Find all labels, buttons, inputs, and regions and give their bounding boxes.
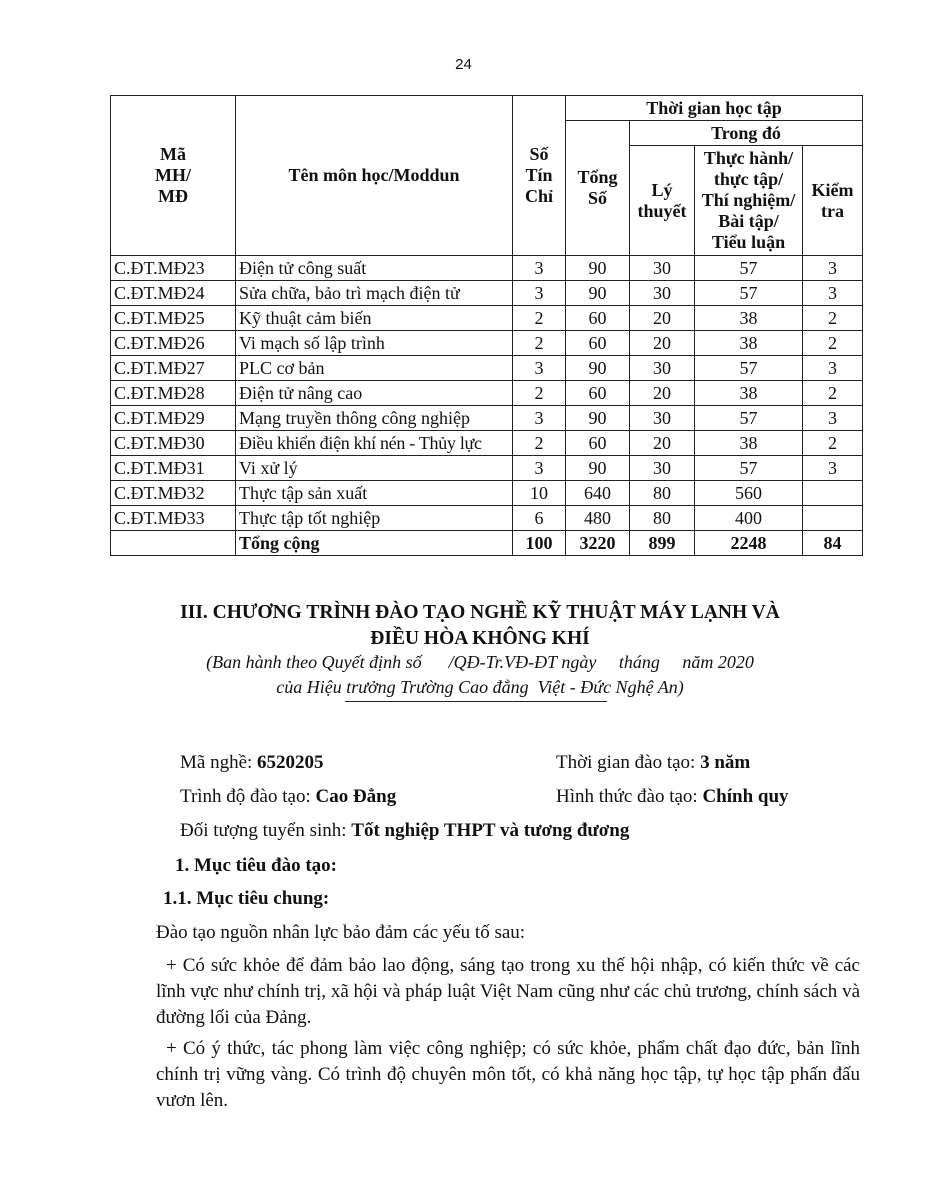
section-title-line2: ĐIỀU HÒA KHÔNG KHÍ	[370, 628, 590, 649]
divider	[345, 701, 607, 702]
table-row	[111, 431, 863, 456]
table-row	[111, 356, 863, 381]
cell-credits: 2	[513, 331, 566, 356]
header-theory: Lý thuyết	[630, 146, 695, 256]
cell-exam	[803, 506, 863, 531]
cell-credits: 3	[513, 281, 566, 306]
cell-credits: 2	[513, 306, 566, 331]
cell-code: C.ĐT.MĐ32	[111, 481, 236, 506]
cell-name: Điều khiển điện khí nén - Thủy lực	[236, 431, 513, 456]
enrollment-target-label: Đối tượng tuyển sinh:	[180, 820, 352, 841]
header-study-time: Thời gian học tập	[566, 96, 863, 121]
cell-total: 480	[566, 506, 630, 531]
cell-name: Điện tử công suất	[236, 256, 513, 281]
occupation-code-label: Mã nghề:	[180, 752, 258, 773]
table-row	[111, 406, 863, 431]
cell-code: C.ĐT.MĐ23	[111, 256, 236, 281]
cell-credits: 6	[513, 506, 566, 531]
table-row	[111, 506, 863, 531]
cell-total: 90	[566, 256, 630, 281]
cell-exam: 2	[803, 381, 863, 406]
cell-name: Vi mạch số lập trình	[236, 331, 513, 356]
section-title-line1: III. CHƯƠNG TRÌNH ĐÀO TẠO NGHỀ KỸ THUẬT MÁY LẠNH VÀ	[180, 602, 780, 623]
cell-theory: 30	[630, 356, 695, 381]
training-form-value: Chính quy	[702, 786, 789, 807]
cell-credits: 2	[513, 381, 566, 406]
cell-code: C.ĐT.MĐ26	[111, 331, 236, 356]
cell-practice: 57	[695, 281, 803, 306]
cell-theory: 20	[630, 381, 695, 406]
cell-code: C.ĐT.MĐ33	[111, 506, 236, 531]
cell-credits: 3	[513, 256, 566, 281]
cell-exam: 3	[803, 281, 863, 306]
cell-code: C.ĐT.MĐ24	[111, 281, 236, 306]
cell-theory: 20	[630, 431, 695, 456]
training-duration-value: 3 năm	[700, 752, 751, 773]
cell-name: Kỹ thuật cảm biến	[236, 306, 513, 331]
curriculum-table	[110, 95, 863, 556]
cell-name: PLC cơ bản	[236, 356, 513, 381]
paragraph-1: + Có sức khỏe để đảm bảo lao động, sáng tạo trong xu thế hội nhập, có kiến thức về các lĩnh vực như chính trị, xã hội và pháp luật Việt Nam cũng như các chủ trương, chính sách và đường lối của Đảng.	[156, 955, 860, 1028]
paragraph-2: + Có ý thức, tác phong làm việc công nghiệp; có sức khỏe, phẩm chất đạo đức, bản lĩnh chính trị vững vàng. Có trình độ chuyên môn tốt, có khả năng học tập, tự học tập phấn đấu vươn lên.	[156, 1038, 860, 1111]
training-duration-label: Thời gian đào tạo:	[556, 752, 701, 773]
cell-practice: 560	[695, 481, 803, 506]
cell-practice: 57	[695, 256, 803, 281]
table-row	[111, 281, 863, 306]
cell-theory: 80	[630, 481, 695, 506]
intro-text: Đào tạo nguồn nhân lực bảo đảm các yếu tố sau:	[156, 922, 526, 943]
cell-theory: 80	[630, 506, 695, 531]
cell-total: 60	[566, 306, 630, 331]
cell-theory: 30	[630, 406, 695, 431]
cell-theory: 30	[630, 256, 695, 281]
section-subtitle-line2: của Hiệu trưởng Trường Cao đẳng Việt - Đức Nghệ An)	[276, 677, 684, 697]
cell-practice: 57	[695, 456, 803, 481]
cell-theory: 899	[630, 531, 695, 556]
cell-theory: 20	[630, 331, 695, 356]
section-subtitle	[80, 650, 880, 700]
cell-exam	[803, 481, 863, 506]
cell-theory: 20	[630, 306, 695, 331]
cell-credits: 3	[513, 406, 566, 431]
table-row	[111, 381, 863, 406]
cell-name: Vi xử lý	[236, 456, 513, 481]
header-of-which: Trong đó	[630, 121, 863, 146]
training-level	[180, 784, 396, 810]
training-level-value: Cao Đẳng	[315, 786, 397, 807]
cell-name: Thực tập sản xuất	[236, 481, 513, 506]
heading-general-objectives: 1.1. Mục tiêu chung:	[163, 888, 330, 909]
table-row	[111, 306, 863, 331]
cell-code	[111, 531, 236, 556]
cell-exam: 84	[803, 531, 863, 556]
cell-practice: 2248	[695, 531, 803, 556]
cell-practice: 57	[695, 406, 803, 431]
table-body	[111, 256, 863, 556]
cell-credits: 100	[513, 531, 566, 556]
section-subtitle-line1: (Ban hành theo Quyết định số /QĐ-Tr.VĐ-ĐT ngày tháng năm 2020	[206, 652, 754, 672]
cell-credits: 3	[513, 356, 566, 381]
cell-total: 90	[566, 456, 630, 481]
header-credits: Số Tín Chỉ	[513, 96, 566, 256]
cell-code: C.ĐT.MĐ25	[111, 306, 236, 331]
cell-practice: 400	[695, 506, 803, 531]
cell-total: 90	[566, 281, 630, 306]
cell-total: 90	[566, 356, 630, 381]
cell-credits: 10	[513, 481, 566, 506]
header-name: Tên môn học/Moddun	[236, 96, 513, 256]
cell-name: Thực tập tốt nghiệp	[236, 506, 513, 531]
enrollment-target-value: Tốt nghiệp THPT và tương đương	[351, 820, 630, 841]
cell-name: Sửa chữa, bảo trì mạch điện tử	[236, 281, 513, 306]
table-row	[111, 481, 863, 506]
occupation-code-value: 6520205	[257, 752, 324, 773]
cell-code: C.ĐT.MĐ30	[111, 431, 236, 456]
cell-exam: 2	[803, 306, 863, 331]
cell-name: Tổng cộng	[236, 531, 513, 556]
cell-total: 90	[566, 406, 630, 431]
training-form	[556, 784, 789, 810]
cell-practice: 38	[695, 306, 803, 331]
cell-total: 640	[566, 481, 630, 506]
enrollment-target	[180, 818, 629, 844]
cell-credits: 2	[513, 431, 566, 456]
cell-practice: 38	[695, 331, 803, 356]
training-level-label: Trình độ đào tạo:	[180, 786, 316, 807]
cell-exam: 2	[803, 331, 863, 356]
cell-practice: 38	[695, 381, 803, 406]
cell-name: Điện tử nâng cao	[236, 381, 513, 406]
page-number: 24	[455, 56, 472, 73]
cell-exam: 3	[803, 256, 863, 281]
cell-total: 60	[566, 381, 630, 406]
cell-code: C.ĐT.MĐ31	[111, 456, 236, 481]
cell-exam: 3	[803, 406, 863, 431]
cell-credits: 3	[513, 456, 566, 481]
cell-theory: 30	[630, 281, 695, 306]
cell-name: Mạng truyền thông công nghiệp	[236, 406, 513, 431]
header-exam: Kiểm tra	[803, 146, 863, 256]
header-code: Mã MH/ MĐ	[111, 96, 236, 256]
cell-total: 3220	[566, 531, 630, 556]
table-row	[111, 456, 863, 481]
heading-training-objectives: 1. Mục tiêu đào tạo:	[175, 855, 338, 876]
header-practice: Thực hành/ thực tập/ Thí nghiệm/ Bài tập/ Tiểu luận	[695, 146, 803, 256]
total-row	[111, 531, 863, 556]
cell-exam: 3	[803, 356, 863, 381]
table-row	[111, 256, 863, 281]
header-total: Tổng Số	[566, 121, 630, 256]
cell-exam: 3	[803, 456, 863, 481]
cell-code: C.ĐT.MĐ27	[111, 356, 236, 381]
section-title	[100, 600, 860, 652]
table-row	[111, 331, 863, 356]
occupation-code	[180, 750, 324, 776]
cell-code: C.ĐT.MĐ28	[111, 381, 236, 406]
cell-practice: 57	[695, 356, 803, 381]
cell-total: 60	[566, 431, 630, 456]
cell-exam: 2	[803, 431, 863, 456]
training-duration	[556, 750, 750, 776]
cell-theory: 30	[630, 456, 695, 481]
cell-code: C.ĐT.MĐ29	[111, 406, 236, 431]
cell-total: 60	[566, 331, 630, 356]
training-form-label: Hình thức đào tạo:	[556, 786, 703, 807]
cell-practice: 38	[695, 431, 803, 456]
